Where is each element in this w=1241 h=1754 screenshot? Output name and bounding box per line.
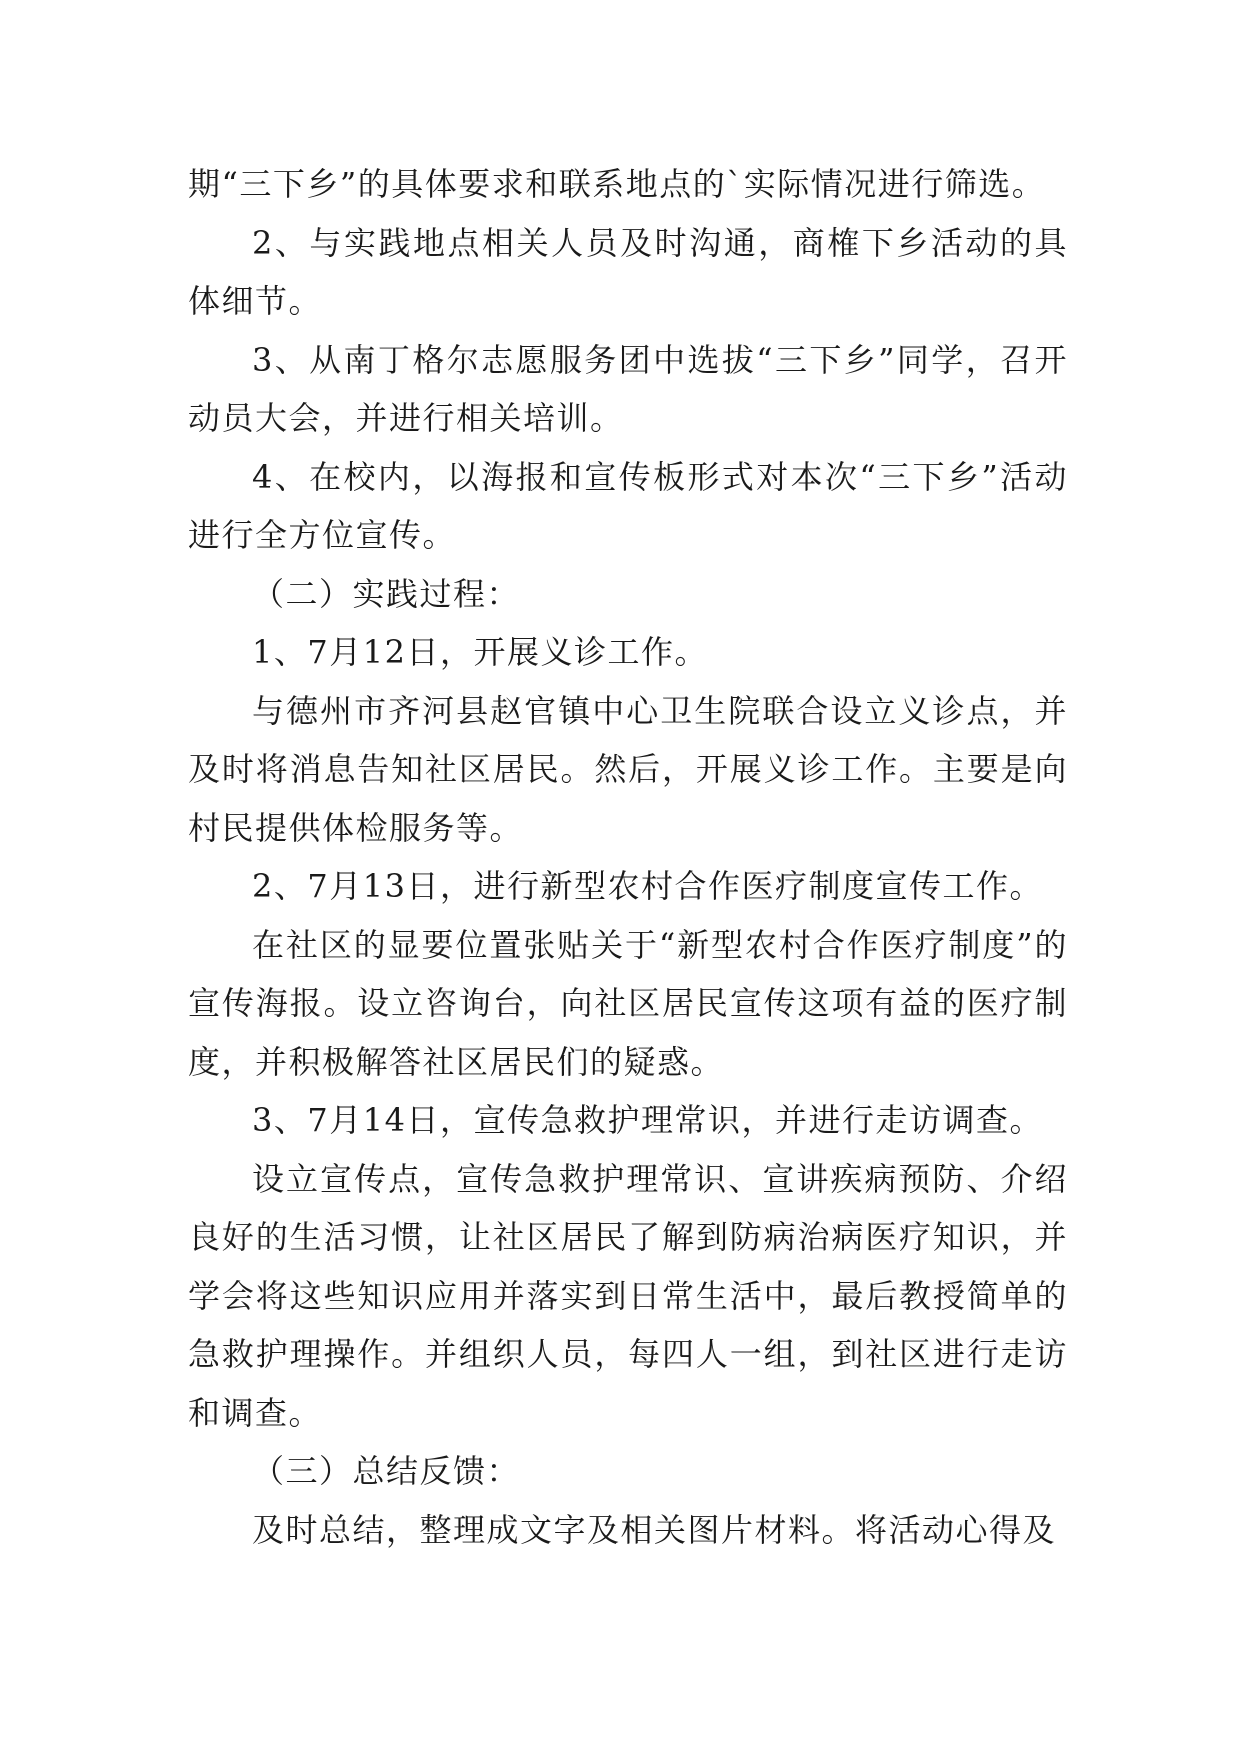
- paragraph-prep-step-4: 4、在校内，以海报和宣传板形式对本次“三下乡”活动进行全方位宣传。: [188, 457, 1068, 554]
- paragraph-day-1-heading: 1、7月12日，开展义诊工作。: [252, 633, 708, 671]
- paragraph-day-1-detail: 与德州市齐河县赵官镇中心卫生院联合设立义诊点，并及时将消息告知社区居民。然后，开展义诊工作。主要是向村民提供体检服务等。: [188, 691, 1068, 847]
- paragraph-day-2-heading: 2、7月13日，进行新型农村合作医疗制度宣传工作。: [252, 867, 1043, 905]
- paragraph-day-2-detail: 在社区的显要位置张贴关于“新型农村合作医疗制度”的宣传海报。设立咨询台，向社区居民宣传这项有益的医疗制度，并积极解答社区居民们的疑惑。: [188, 925, 1068, 1081]
- section-heading-practice-process: （二）实践过程：: [252, 574, 521, 613]
- paragraph-prep-step-3: 3、从南丁格尔志愿服务团中选拔“三下乡”同学，召开动员大会，并进行相关培训。: [188, 340, 1068, 437]
- paragraph-summary-detail: 及时总结，整理成文字及相关图片材料。将活动心得及: [252, 1510, 1057, 1549]
- section-heading-summary: （三）总结反馈：: [252, 1452, 521, 1490]
- document-body: [188, 155, 1068, 1559]
- paragraph-continuation: 期“三下乡”的具体要求和联系地点的`实际情况进行筛选。: [188, 165, 1046, 203]
- paragraph-day-3-detail: 设立宣传点，宣传急救护理常识、宣讲疾病预防、介绍良好的生活习惯，让社区居民了解到防病治病医疗知识，并学会将这些知识应用并落实到日常生活中，最后教授简单的急救护理操作。并组织人员，每四人一组，到社区进行走访和调查。: [188, 1159, 1068, 1432]
- paragraph-day-3-heading: 3、7月14日，宣传急救护理常识，并进行走访调查。: [252, 1101, 1043, 1139]
- paragraph-prep-step-2: 2、与实践地点相关人员及时沟通，商榷下乡活动的具体细节。: [188, 223, 1068, 320]
